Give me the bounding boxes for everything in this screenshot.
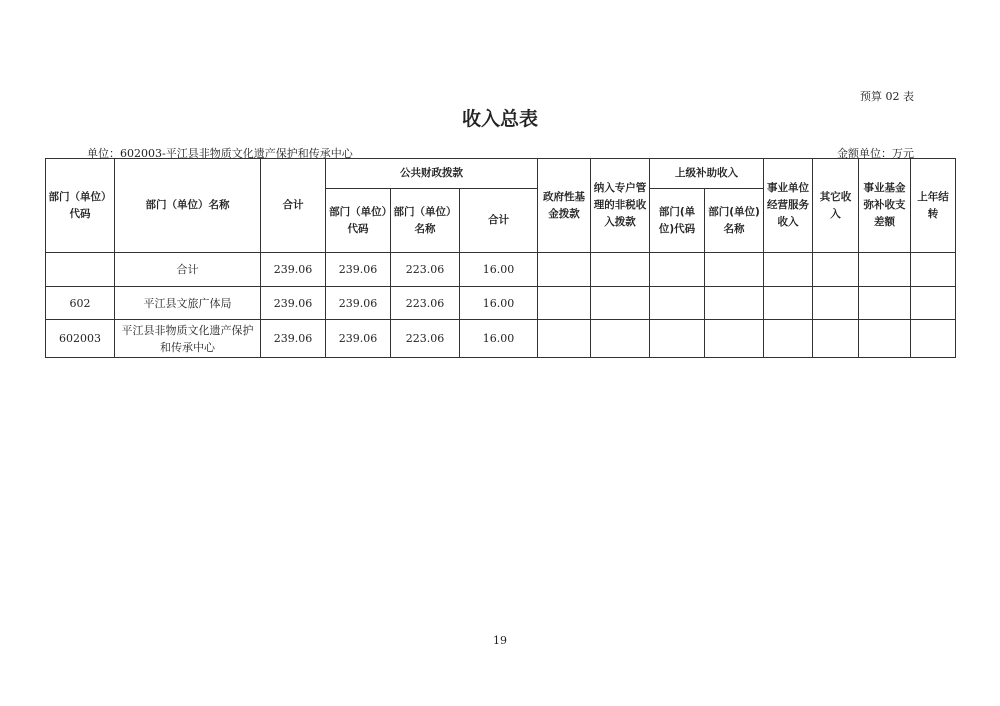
table-row — [46, 253, 956, 287]
form-number: 预算 02 表 — [860, 90, 914, 103]
cell-empty — [813, 253, 859, 287]
cell-empty — [591, 320, 650, 358]
unit-label: 单位：602003-平江县非物质文化遗产保护和传承中心 — [87, 147, 353, 160]
cell-pf-code: 239.06 — [326, 253, 391, 287]
cell-empty — [813, 287, 859, 320]
cell-empty — [538, 253, 591, 287]
cell-empty — [764, 320, 813, 358]
money-unit-label: 金额单位：万元 — [837, 147, 914, 160]
header-dept-code: 部门（单位）代码 — [46, 159, 115, 253]
header-carry-over: 上年结转 — [911, 159, 956, 253]
header-other-income: 其它收入 — [813, 159, 859, 253]
cell-empty — [650, 320, 705, 358]
cell-empty — [813, 320, 859, 358]
header-total: 合计 — [261, 159, 326, 253]
cell-total: 239.06 — [261, 320, 326, 358]
cell-code: 602 — [46, 287, 115, 320]
cell-pf-total: 16.00 — [460, 320, 538, 358]
cell-empty — [911, 320, 956, 358]
header-non-tax: 纳入专户管理的非税收入拨款 — [591, 159, 650, 253]
cell-empty — [591, 287, 650, 320]
cell-empty — [764, 253, 813, 287]
cell-pf-name: 223.06 — [391, 320, 460, 358]
header-us-dept-name: 部门(单位)名称 — [705, 189, 764, 253]
cell-empty — [911, 287, 956, 320]
cell-name: 平江县非物质文化遗产保护和传承中心 — [115, 320, 261, 358]
cell-code — [46, 253, 115, 287]
cell-empty — [859, 253, 911, 287]
header-dept-name: 部门（单位）名称 — [115, 159, 261, 253]
cell-empty — [650, 253, 705, 287]
header-pf-dept-name: 部门（单位）名称 — [391, 189, 460, 253]
cell-pf-total: 16.00 — [460, 287, 538, 320]
cell-empty — [705, 253, 764, 287]
header-public-fiscal: 公共财政拨款 — [326, 159, 538, 189]
header-biz-income: 事业单位经营服务收入 — [764, 159, 813, 253]
cell-code: 602003 — [46, 320, 115, 358]
cell-empty — [859, 320, 911, 358]
cell-pf-name: 223.06 — [391, 287, 460, 320]
cell-empty — [538, 287, 591, 320]
header-gov-fund: 政府性基金拨款 — [538, 159, 591, 253]
header-pf-total: 合计 — [460, 189, 538, 253]
page-title: 收入总表 — [461, 108, 538, 130]
cell-empty — [764, 287, 813, 320]
income-summary-table — [45, 158, 956, 358]
cell-pf-code: 239.06 — [326, 320, 391, 358]
header-us-dept-code: 部门(单位)代码 — [650, 189, 705, 253]
cell-name: 合计 — [115, 253, 261, 287]
cell-empty — [705, 287, 764, 320]
table-row — [46, 320, 956, 358]
header-fund-cover: 事业基金弥补收支差额 — [859, 159, 911, 253]
cell-empty — [538, 320, 591, 358]
cell-empty — [591, 253, 650, 287]
cell-empty — [705, 320, 764, 358]
cell-total: 239.06 — [261, 287, 326, 320]
cell-total: 239.06 — [261, 253, 326, 287]
table-row — [46, 287, 956, 320]
header-upper-subsidy: 上级补助收入 — [650, 159, 764, 189]
header-pf-dept-code: 部门（单位）代码 — [326, 189, 391, 253]
cell-pf-total: 16.00 — [460, 253, 538, 287]
cell-empty — [911, 253, 956, 287]
cell-pf-name: 223.06 — [391, 253, 460, 287]
cell-pf-code: 239.06 — [326, 287, 391, 320]
cell-empty — [650, 287, 705, 320]
cell-empty — [859, 287, 911, 320]
cell-name: 平江县文旅广体局 — [115, 287, 261, 320]
page-number: 19 — [493, 634, 507, 647]
